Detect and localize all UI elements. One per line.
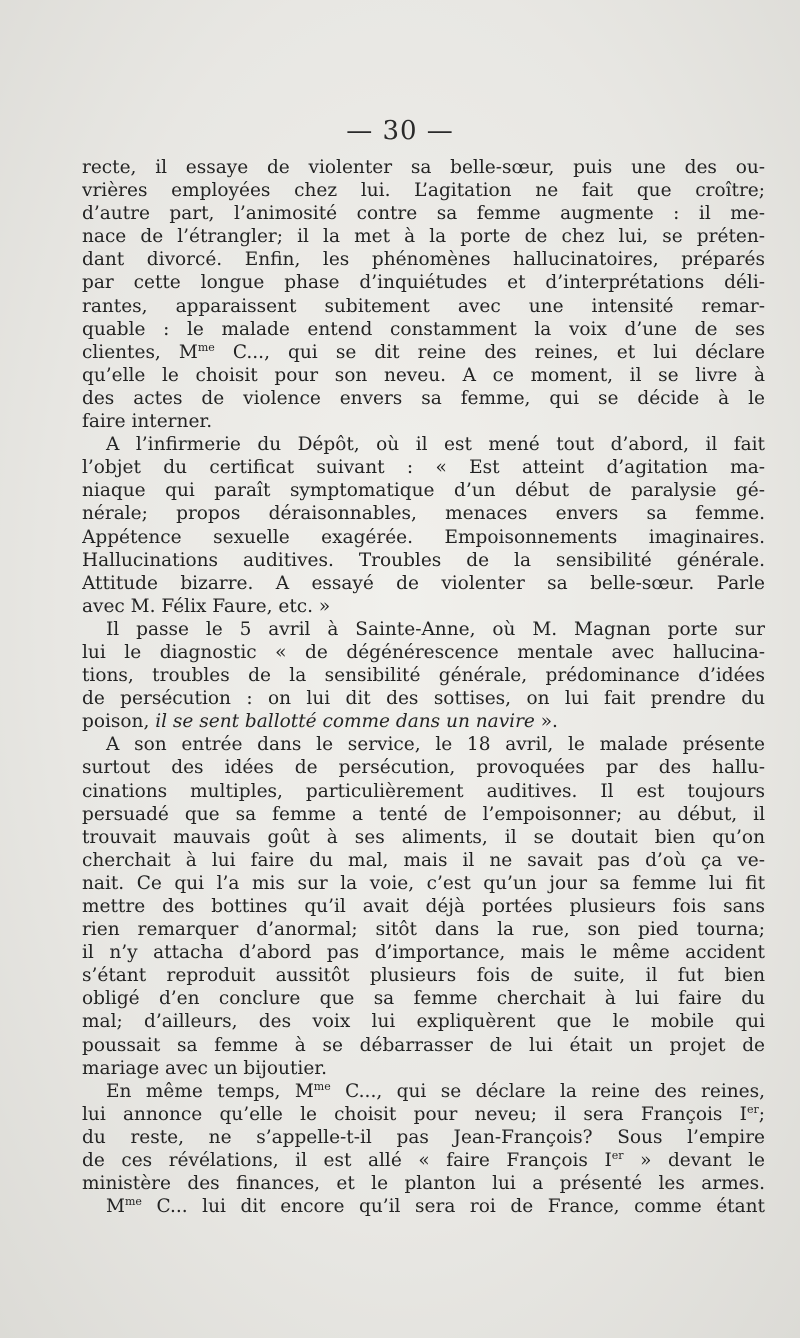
text-line: A l’infirmerie du Dépôt, où il est mené tout d’abord, il fait [106,434,765,456]
text-line: clientes, $M^{me}$ C..., qui se dit reine des reines, et lui déclare [82,340,765,363]
text-line: niaque qui paraît symptomatique d’un début de paralysie gé- [82,480,765,502]
text-line: Il passe le 5 avril à Sainte-Anne, où M. Magnan porte sur [106,618,765,640]
text-line: trouvait mauvais goût à ses aliments, il se doutait bien qu’on [82,826,765,848]
text-line: par cette longue phase d’inquiétudes et d’interprétations déli- [82,272,765,294]
text-line: poison, il se sent ballotté comme dans un navire ». [82,711,558,733]
text-line: mal; d’ailleurs, des voix lui expliquèrent que le mobile qui [82,1011,765,1033]
italic-text: il se sent ballotté comme dans un navire [155,711,535,733]
text-line: des actes de violence envers sa femme, qui se décide à le [82,387,765,409]
text-line: lui le diagnostic « de dégénérescence mentale avec hallucina- [82,641,765,663]
page-number: — 30 — [346,116,454,146]
text-line: il n’y attacha d’abord pas d’importance, mais le même accident [82,942,765,964]
text-line: ministère des finances, et le planton lui a présenté les armes. [82,1173,765,1195]
text-line: qu’elle le choisit pour son neveu. A ce moment, il se livre à [82,364,765,386]
text-line: persuadé que sa femme a tenté de l’empoisonner; au début, il [82,803,765,825]
text-line: A son entrée dans le service, le 18 avril, le malade présente [106,734,765,756]
text-line: lui annonce qu’elle le choisit pour neveu; il sera François Ier; [82,1102,765,1125]
superscript: me [197,340,215,354]
text-line: Attitude bizarre. A essayé de violenter sa belle-sœur. Parle [82,572,765,594]
text-line: faire interner. [82,411,213,433]
text-line: Hallucinations auditives. Troubles de la sensibilité générale. [82,549,765,571]
text-line: vrières employées chez lui. L’agitation ne fait que croître; [82,180,765,202]
text-line: rantes, apparaissent subitement avec une intensité remar- [82,295,765,317]
text-line: mettre des bottines qu’il avait déjà portées plusieurs fois sans [82,896,765,917]
text-line: avec M. Félix Faure, etc. » [82,595,331,617]
text-line: dant divorcé. Enfin, les phénomènes hallucinatoires, préparés [82,249,765,271]
text-line: de ces révélations, il est allé « faire François Ier » devant le [82,1149,765,1172]
text-line: recte, il essaye de violenter sa belle-sœur, puis une des ou- [82,157,765,178]
superscript: me [124,1195,142,1209]
text-line: nait. Ce qui l’a mis sur la voie, c’est qu’un jour sa femme lui fit [82,872,765,894]
text-line: En même temps, $M^{me}$ C..., qui se déclare la reine des reines, [106,1079,765,1102]
text-line: cherchait à lui faire du mal, mais il ne savait pas d’où ça ve- [82,849,765,871]
text-line: surtout des idées de persécution, provoquées par des hallu- [82,757,765,779]
text-line: de persécution : on lui dit des sottises, on lui fait prendre du [82,688,765,710]
text-line: quable : le malade entend constamment la voix d’une de ses [82,318,765,340]
text-line: nace de l’étrangler; il la met à la porte de chez lui, se préten- [82,226,765,248]
superscript: me [313,1079,331,1093]
text-line: Appétence sexuelle exagérée. Empoisonnements imaginaires. [82,526,765,548]
text-line: $M^{me}$ C... lui dit encore qu’il sera roi de France, comme étant [106,1195,765,1218]
text-line: s’étant reproduit aussitôt plusieurs fois de suite, il fut bien [82,965,765,987]
text-line: mariage avec un bijoutier. [82,1057,327,1079]
text-line: nérale; propos déraisonnables, menaces envers sa femme. [82,503,765,525]
body-text [82,156,765,1218]
text-line: rien remarquer d’anormal; sitôt dans la rue, son pied tourna; [82,919,765,941]
superscript: er [611,1149,624,1163]
text-line: l’objet du certificat suivant : « Est atteint d’agitation ma- [82,457,765,479]
text-line: tions, troubles de la sensibilité générale, prédominance d’idées [82,665,765,687]
text-line: d’autre part, l’animosité contre sa femme augmente : il me- [82,203,765,225]
superscript: er [746,1102,759,1116]
text-line: poussait sa femme à se débarrasser de lui était un projet de [82,1034,765,1056]
text-line: cinations multiples, particulièrement auditives. Il est toujours [82,780,765,802]
text-line: du reste, ne s’appelle-t-il pas Jean-François? Sous l’empire [82,1126,765,1148]
text-line: obligé d’en conclure que sa femme cherchait à lui faire du [82,988,765,1010]
